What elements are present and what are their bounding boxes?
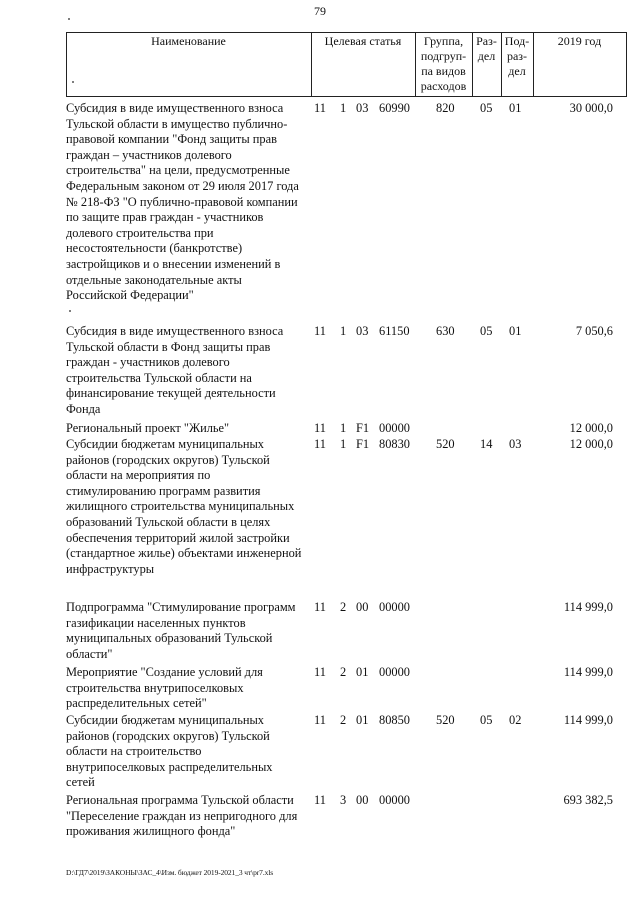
- target-code-4: 80850: [379, 713, 410, 727]
- subsection-code: 02: [509, 713, 522, 727]
- group-code: 820: [436, 101, 455, 115]
- header-subsection: Под- раз- дел: [504, 34, 530, 78]
- page-number: 79: [314, 4, 326, 18]
- target-code-4: 00000: [379, 421, 410, 435]
- amount: 7 050,6: [575, 324, 613, 338]
- scan-speck: [72, 81, 74, 83]
- target-code-4: 80830: [379, 437, 410, 451]
- target-code-4: 00000: [379, 600, 410, 614]
- row-name: Субсидия в виде имущественного взноса Тульской области в имущество публично- правовой компании "Фонд защиты прав граждан – участников долевого строительства" на цели, предусмотренные Федеральным законом от 29 июля 2017 года № 218-ФЗ "О публично-правовой компании по защите прав граждан - участников долевого строительства при несостоятельности (банкротстве) застройщиков и о внесении изменений в отдельные законодательные акты Российской Федерации": [66, 101, 299, 303]
- target-code-1: 11: [314, 600, 326, 614]
- target-code-2: 2: [340, 665, 347, 679]
- target-code-3: F1: [356, 421, 370, 435]
- header-group: Группа, подгруп- па видов расходов: [420, 34, 467, 93]
- target-code-2: 3: [340, 793, 347, 807]
- amount: 12 000,0: [569, 421, 613, 435]
- amount: 30 000,0: [569, 101, 613, 115]
- target-code-1: 11: [314, 713, 326, 727]
- scan-speck: [69, 310, 71, 312]
- target-code-4: 00000: [379, 665, 410, 679]
- target-code-2: 1: [340, 437, 347, 451]
- amount: 693 382,5: [563, 793, 613, 807]
- header-right-border: [626, 32, 627, 97]
- target-code-3: F1: [356, 437, 370, 451]
- header-bottom-border: [66, 96, 627, 97]
- row-name: Мероприятие "Создание условий для строительства внутрипоселковых распределительных сетей": [66, 665, 263, 711]
- target-code-4: 60990: [379, 101, 410, 115]
- amount: 12 000,0: [569, 437, 613, 451]
- amount: 114 999,0: [563, 713, 613, 727]
- section-code: 05: [480, 101, 493, 115]
- section-code: 14: [480, 437, 493, 451]
- file-path-footer: D:\ГД7\2019\ЗАКОНЫ\ЗАС_4\Изм. бюджет 2019-2021_3 чт\pr7.xls: [66, 868, 274, 877]
- target-code-3: 00: [356, 793, 369, 807]
- header-name: Наименование: [151, 34, 226, 48]
- amount: 114 999,0: [563, 665, 613, 679]
- row-name: Подпрограмма "Стимулирование программ газификации населенных пунктов муниципальных образований Тульской области": [66, 600, 296, 661]
- header-section: Раз- дел: [476, 34, 497, 63]
- target-code-1: 11: [314, 793, 326, 807]
- section-code: 05: [480, 713, 493, 727]
- section-code: 05: [480, 324, 493, 338]
- group-code: 630: [436, 324, 455, 338]
- row-name: Субсидии бюджетам муниципальных районов (городских округов) Тульской области на строительство внутрипоселковых распределительных сетей: [66, 713, 273, 790]
- subsection-code: 01: [509, 101, 522, 115]
- target-code-1: 11: [314, 101, 326, 115]
- scan-speck: [68, 18, 70, 20]
- target-code-2: 1: [340, 324, 347, 338]
- target-code-3: 01: [356, 665, 369, 679]
- target-code-3: 00: [356, 600, 369, 614]
- target-code-3: 03: [356, 101, 369, 115]
- target-code-1: 11: [314, 324, 326, 338]
- target-code-2: 1: [340, 421, 347, 435]
- subsection-code: 01: [509, 324, 522, 338]
- row-name: Субсидии бюджетам муниципальных районов (городских округов) Тульской области на мероприятия по стимулированию программ развития жилищного строительства муниципальных образований Тульской области в целях обеспечения территорий жилой застройки (стандартное жилье) объектами инженерной инфраструктуры: [66, 437, 302, 576]
- amount: 114 999,0: [563, 600, 613, 614]
- target-code-4: 61150: [379, 324, 410, 338]
- target-code-2: 2: [340, 713, 347, 727]
- group-code: 520: [436, 437, 455, 451]
- group-code: 520: [436, 713, 455, 727]
- target-code-2: 1: [340, 101, 347, 115]
- target-code-3: 03: [356, 324, 369, 338]
- target-code-1: 11: [314, 665, 326, 679]
- header-year: 2019 год: [557, 34, 602, 48]
- header-target: Целевая статья: [324, 34, 402, 48]
- target-code-1: 11: [314, 437, 326, 451]
- row-name: Региональная программа Тульской области "Переселение граждан из непригодного для проживания жилищного фонда": [66, 793, 298, 839]
- header-top-border: [66, 32, 627, 33]
- row-name: Региональный проект "Жилье": [66, 421, 230, 435]
- target-code-1: 11: [314, 421, 326, 435]
- target-code-4: 00000: [379, 793, 410, 807]
- subsection-code: 03: [509, 437, 522, 451]
- target-code-3: 01: [356, 713, 369, 727]
- target-code-2: 2: [340, 600, 347, 614]
- row-name: Субсидия в виде имущественного взноса Тульской области в Фонд защиты прав граждан - участников долевого строительства Тульской области на финансирование текущей деятельности Фонда: [66, 324, 284, 416]
